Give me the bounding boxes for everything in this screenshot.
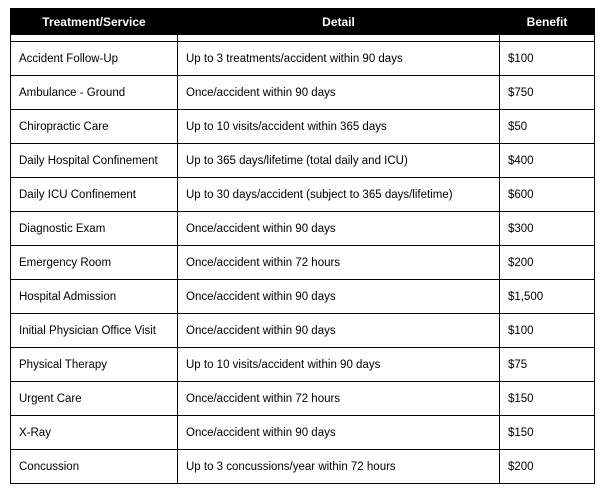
service-cell: Accident Follow-Up xyxy=(11,42,178,76)
benefits-table xyxy=(10,8,595,484)
table-row xyxy=(11,382,595,416)
detail-cell: Up to 10 visits/accident within 90 days xyxy=(178,348,500,382)
benefit-cell: $75 xyxy=(500,348,595,382)
table-row xyxy=(11,246,595,280)
service-cell: Urgent Care xyxy=(11,382,178,416)
detail-cell: Once/accident within 72 hours xyxy=(178,246,500,280)
benefit-cell: $100 xyxy=(500,314,595,348)
benefit-cell: $200 xyxy=(500,246,595,280)
service-cell: Daily Hospital Confinement xyxy=(11,144,178,178)
benefit-cell: $150 xyxy=(500,416,595,450)
table-row xyxy=(11,110,595,144)
table-spacer-row xyxy=(11,35,595,42)
header-detail: Detail xyxy=(178,9,500,35)
header-treatment-service: Treatment/Service xyxy=(11,9,178,35)
table-body xyxy=(11,35,595,484)
service-cell: Emergency Room xyxy=(11,246,178,280)
detail-cell: Up to 3 treatments/accident within 90 days xyxy=(178,42,500,76)
detail-cell: Once/accident within 90 days xyxy=(178,76,500,110)
service-cell: Physical Therapy xyxy=(11,348,178,382)
service-cell: Chiropractic Care xyxy=(11,110,178,144)
detail-cell: Once/accident within 90 days xyxy=(178,212,500,246)
detail-cell: Up to 365 days/lifetime (total daily and ICU) xyxy=(178,144,500,178)
table-row xyxy=(11,178,595,212)
benefit-cell: $50 xyxy=(500,110,595,144)
benefit-cell: $1,500 xyxy=(500,280,595,314)
table-row xyxy=(11,212,595,246)
benefit-cell: $300 xyxy=(500,212,595,246)
service-cell: Initial Physician Office Visit xyxy=(11,314,178,348)
service-cell: Diagnostic Exam xyxy=(11,212,178,246)
detail-cell: Up to 30 days/accident (subject to 365 days/lifetime) xyxy=(178,178,500,212)
table-row xyxy=(11,280,595,314)
benefit-cell: $400 xyxy=(500,144,595,178)
benefit-cell: $100 xyxy=(500,42,595,76)
service-cell: Ambulance - Ground xyxy=(11,76,178,110)
benefit-cell: $600 xyxy=(500,178,595,212)
detail-cell: Up to 10 visits/accident within 365 days xyxy=(178,110,500,144)
benefits-table-container xyxy=(10,8,594,484)
table-row xyxy=(11,416,595,450)
detail-cell: Once/accident within 90 days xyxy=(178,280,500,314)
header-benefit: Benefit xyxy=(500,9,595,35)
table-row xyxy=(11,314,595,348)
detail-cell: Once/accident within 72 hours xyxy=(178,382,500,416)
table-row xyxy=(11,348,595,382)
table-row xyxy=(11,42,595,76)
service-cell: Concussion xyxy=(11,450,178,484)
table-header-row xyxy=(11,9,595,35)
table-row xyxy=(11,450,595,484)
detail-cell: Once/accident within 90 days xyxy=(178,416,500,450)
table-row xyxy=(11,76,595,110)
benefit-cell: $150 xyxy=(500,382,595,416)
detail-cell: Once/accident within 90 days xyxy=(178,314,500,348)
service-cell: Hospital Admission xyxy=(11,280,178,314)
detail-cell: Up to 3 concussions/year within 72 hours xyxy=(178,450,500,484)
benefit-cell: $750 xyxy=(500,76,595,110)
service-cell: Daily ICU Confinement xyxy=(11,178,178,212)
table-row xyxy=(11,144,595,178)
service-cell: X-Ray xyxy=(11,416,178,450)
benefit-cell: $200 xyxy=(500,450,595,484)
